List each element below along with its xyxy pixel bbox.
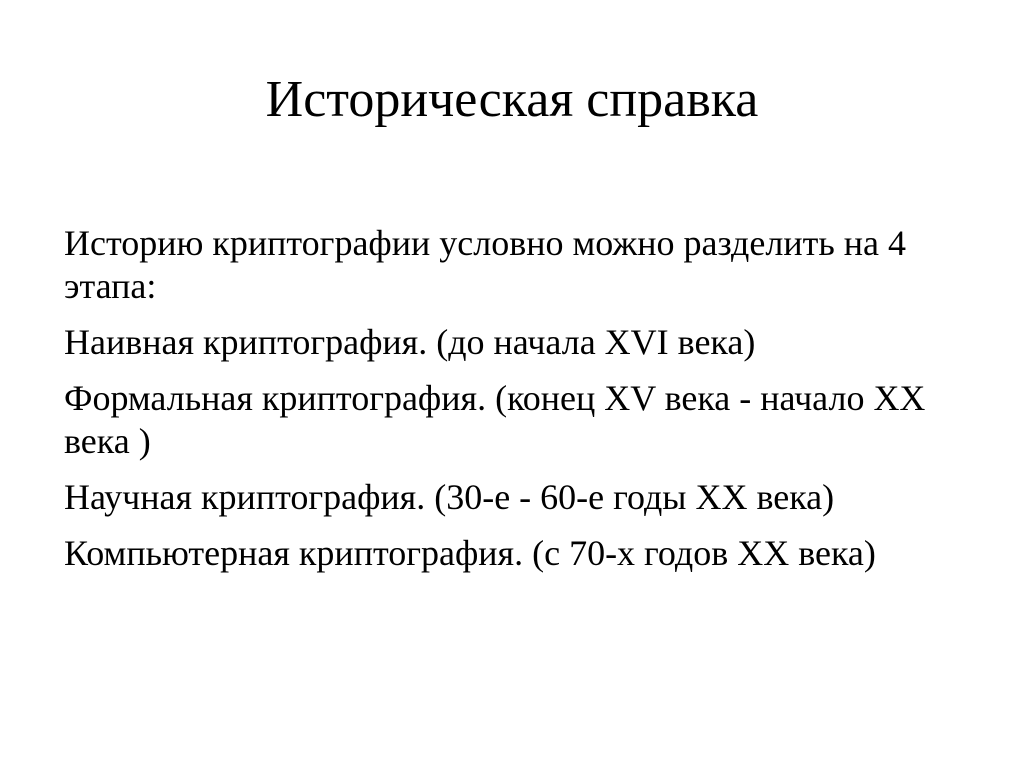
stage-computer: Компьютерная криптография. (с 70-х годов XX века) — [64, 533, 876, 573]
stage-formal: Формальная криптография. (конец XV века - начало XX века ) — [64, 378, 926, 461]
slide-body — [64, 222, 964, 588]
stage-scientific: Научная криптография. (30-е - 60-е годы XX века) — [64, 477, 835, 517]
slide-title: Историческая справка — [265, 71, 759, 128]
stage-naive: Наивная криптография. (до начала XVI века) — [64, 322, 756, 362]
intro-paragraph: Историю криптографии условно можно разделить на 4 этапа: — [64, 223, 906, 306]
